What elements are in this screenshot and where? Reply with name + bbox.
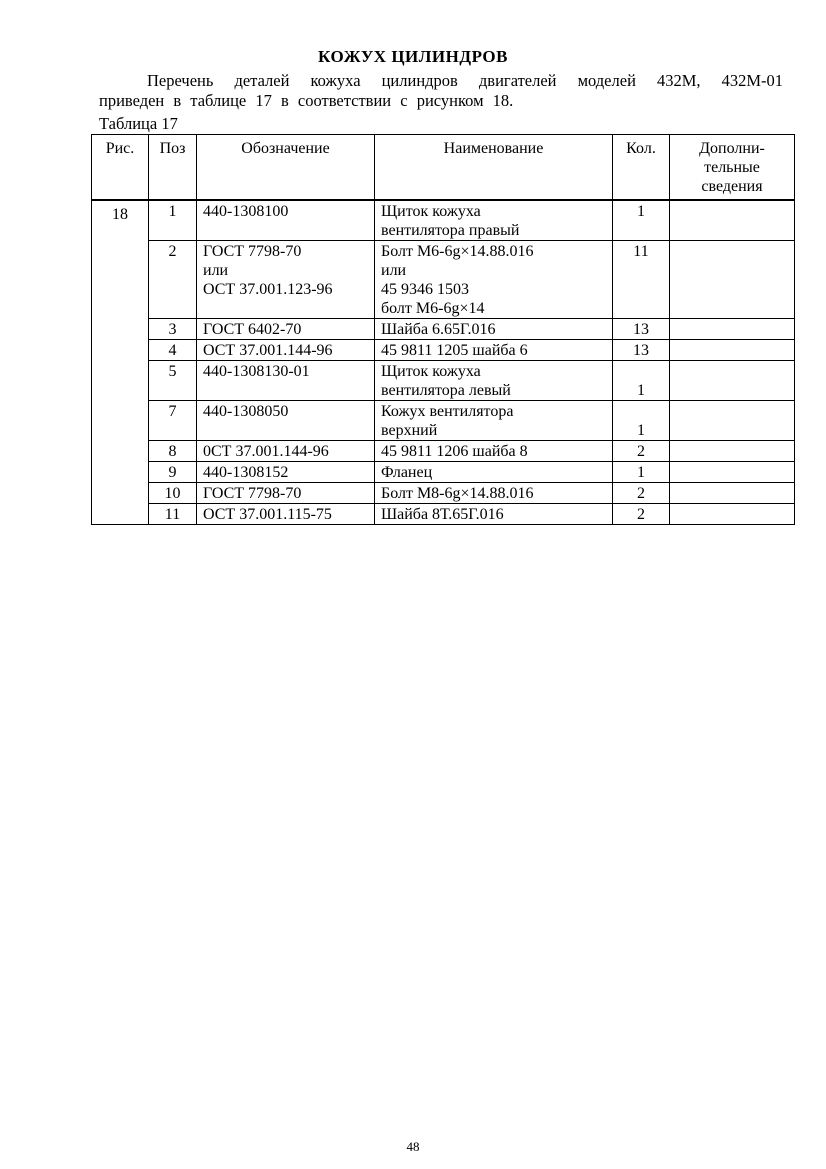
extra-cell [670,483,795,504]
designation-cell [197,401,375,441]
name-line: болт М6-6g×14 [381,300,485,317]
designation-cell [197,504,375,525]
table-row [92,340,795,361]
page-number: 48 [406,1139,420,1154]
intro-line-2: приведен в таблице 17 в соответствии с рисунком 18. [99,91,514,110]
table-caption: Таблица 17 [99,114,178,133]
name-cell [375,441,613,462]
parts-table [91,134,795,525]
designation-cell [197,462,375,483]
table-row [92,462,795,483]
table-body [92,200,795,525]
name-line: или [381,262,407,279]
designation-line: 0СТ 37.001.144-96 [203,443,329,460]
name-line: Болт М8-6g×14.88.016 [381,485,534,502]
extra-cell [670,361,795,401]
designation-line: 440-1308100 [203,203,289,220]
qty-cell [613,241,670,319]
extra-cell [670,319,795,340]
name-line: вентилятора правый [381,222,520,239]
header-extra-line-2: тельные [704,159,760,176]
designation-line: ГОСТ 7798-70 [203,243,302,260]
designation-line: ГОСТ 6402-70 [203,321,302,338]
table-row [92,319,795,340]
name-line: 45 9811 1206 шайба 8 [381,443,528,460]
header-extra-line-3: сведения [701,178,763,195]
name-cell [375,241,613,319]
pos-cell: 11 [149,504,197,525]
qty-value: 1 [637,464,645,481]
designation-line: 440-1308130-01 [203,363,310,380]
name-cell [375,462,613,483]
qty-value: 1 [637,422,645,439]
table-row [92,361,795,401]
qty-value: 13 [633,342,649,359]
pos-cell: 5 [149,361,197,401]
qty-cell [613,401,670,441]
table-header-row [92,135,795,201]
designation-line: 440-1308050 [203,403,289,420]
name-cell [375,340,613,361]
extra-cell [670,401,795,441]
designation-line: ОСТ 37.001.115-75 [203,506,332,523]
designation-line: ОСТ 37.001.144-96 [203,342,333,359]
pos-cell: 7 [149,401,197,441]
designation-line: ОСТ 37.001.123-96 [203,281,333,298]
table-row [92,401,795,441]
qty-value: 1 [637,203,645,220]
figure-cell: 18 [92,200,149,525]
name-cell [375,361,613,401]
page-title: КОЖУХ ЦИЛИНДРОВ [318,47,508,66]
name-line: Щиток кожуха [381,363,481,380]
qty-value: 2 [637,485,645,502]
name-line: Шайба 8Т.65Г.016 [381,506,504,523]
name-line: вентилятора левый [381,382,511,399]
pos-cell: 3 [149,319,197,340]
designation-line: или [203,262,229,279]
header-pos: Поз [149,135,197,201]
table-row [92,441,795,462]
qty-value: 13 [633,321,649,338]
qty-cell [613,483,670,504]
table-row [92,241,795,319]
designation-cell [197,319,375,340]
qty-cell [613,504,670,525]
extra-cell [670,504,795,525]
intro-line-1: Перечень деталей кожуха цилиндров двигателей моделей 432М, 432М-01 [147,71,783,90]
qty-cell [613,319,670,340]
header-designation: Обозначение [197,135,375,201]
table-row [92,483,795,504]
pos-cell: 8 [149,441,197,462]
designation-cell [197,361,375,401]
designation-cell [197,483,375,504]
name-cell [375,504,613,525]
designation-line: 440-1308152 [203,464,289,481]
name-cell [375,200,613,241]
qty-value: 2 [637,443,645,460]
name-line: Шайба 6.65Г.016 [381,321,496,338]
designation-cell [197,441,375,462]
name-line: 45 9346 1503 [381,281,469,298]
name-line: Болт М6-6g×14.88.016 [381,243,534,260]
intro-paragraph [99,71,783,111]
extra-cell [670,200,795,241]
qty-cell [613,200,670,241]
designation-cell [197,241,375,319]
pos-cell: 2 [149,241,197,319]
pos-cell: 10 [149,483,197,504]
qty-cell [613,361,670,401]
extra-cell [670,340,795,361]
header-qty: Кол. [613,135,670,201]
extra-cell [670,462,795,483]
extra-cell [670,241,795,319]
qty-value: 11 [633,243,649,260]
qty-value: 2 [637,506,645,523]
name-cell [375,319,613,340]
qty-cell [613,462,670,483]
table-row [92,504,795,525]
designation-line: ГОСТ 7798-70 [203,485,302,502]
qty-value: 1 [637,382,645,399]
pos-cell: 9 [149,462,197,483]
designation-cell [197,200,375,241]
name-line: 45 9811 1205 шайба 6 [381,342,528,359]
header-fig: Рис. [92,135,149,201]
header-name: Наименование [375,135,613,201]
header-extra [670,135,795,201]
pos-cell: 1 [149,200,197,241]
header-extra-line-1: Дополни- [699,140,765,157]
name-line: Кожух вентилятора [381,403,514,420]
extra-cell [670,441,795,462]
qty-cell [613,441,670,462]
name-line: верхний [381,422,438,439]
name-line: Щиток кожуха [381,203,481,220]
table-row [92,200,795,241]
name-cell [375,483,613,504]
name-cell [375,401,613,441]
designation-cell [197,340,375,361]
pos-cell: 4 [149,340,197,361]
qty-cell [613,340,670,361]
name-line: Фланец [381,464,433,481]
